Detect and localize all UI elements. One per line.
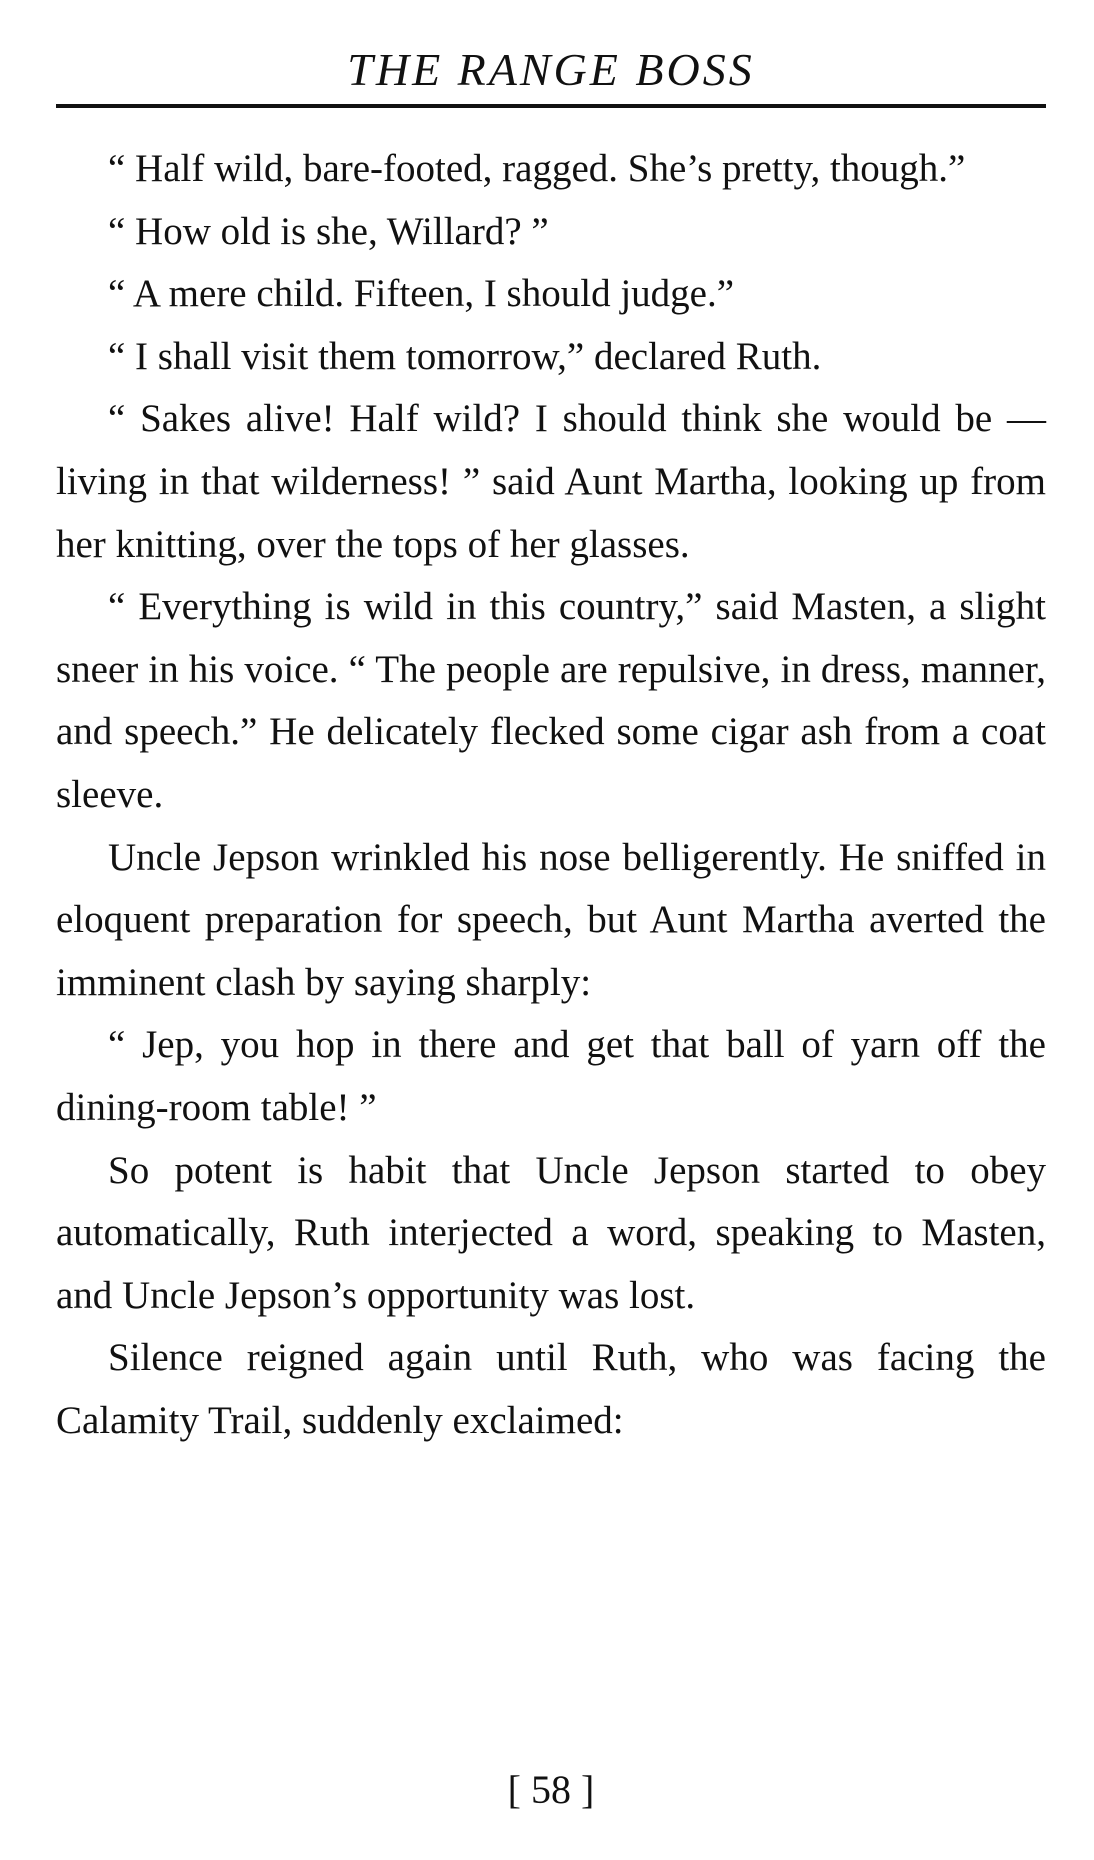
paragraph: “ How old is she, Willard? ” [108, 209, 549, 253]
paragraph: “ Everything is wild in this country,” said Masten, a slight sneer in his voice. “ The people are repulsive, in dress, manner, and speech.” He delicately flecked some cigar ash from a coat sleeve. [56, 585, 1046, 816]
paragraph: Uncle Jepson wrinkled his nose belligerently. He sniffed in eloquent preparation for speech, but Aunt Martha averted the imminent clash by saying sharply: [56, 835, 1046, 1004]
paragraph: “ A mere child. Fifteen, I should judge.” [108, 272, 735, 316]
paragraph: “ I shall visit them tomorrow,” declared Ruth. [108, 334, 822, 378]
running-title: THE RANGE BOSS [347, 44, 755, 95]
paragraph: Silence reigned again until Ruth, who was facing the Calamity Trail, suddenly exclaimed: [56, 1336, 1046, 1442]
header-rule [56, 104, 1046, 108]
paragraph: “ Half wild, bare-footed, ragged. She’s pretty, though.” [108, 147, 966, 190]
paragraph: “ Jep, you hop in there and get that ball of yarn off the dining-room table! ” [56, 1023, 1046, 1129]
page-number: [ 58 ] [507, 1767, 595, 1812]
book-page [56, 0, 1046, 1860]
paragraph: “ Sakes alive! Half wild? I should think she would be — living in that wilderness! ” said Aunt Martha, looking up from her knitting, over the tops of her glasses. [56, 397, 1046, 566]
body-text [56, 138, 1046, 1452]
paragraph: So potent is habit that Uncle Jepson started to obey automatically, Ruth interjected a word, speaking to Masten, and Uncle Jepson’s opportunity was lost. [56, 1148, 1046, 1317]
